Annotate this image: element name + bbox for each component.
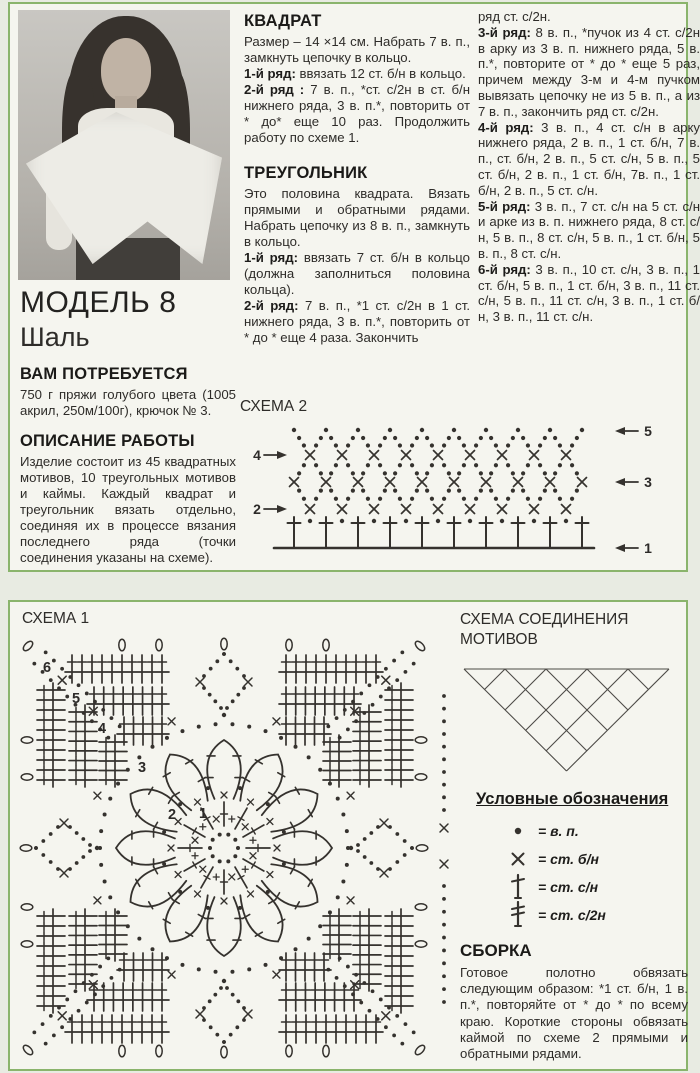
legend-item-sc: = ст. б/н: [506, 845, 688, 873]
square-heading: КВАДРАТ: [244, 12, 322, 30]
pattern-row: 1-й ряд: ввязать 12 ст. б/н в кольцо.: [244, 66, 466, 81]
left-column: [20, 286, 236, 566]
row-label: 1-й ряд:: [244, 66, 296, 81]
treble-crochet-bar-icon: [506, 901, 530, 929]
chain-dot-icon: [506, 817, 530, 845]
pattern-row: 1-й ряд: ввязать 7 ст. б/н в кольцо (должна заполниться половина кольца).: [244, 250, 470, 297]
schema1-label: СХЕМА 1: [22, 610, 90, 627]
pattern-row: 4-й ряд: 3 в. п., 4 ст. с/н в арку нижнего ряда, 2 в. п., 1 ст. б/н, 7 в. п., ст. б/н, 2 в. п., 5 ст. с/н, 5 в. п., 5 ст. б/н, 2 в. п., 1 ст. б/н, 7в. п., 1 ст. б/н, 2 в. п., 5 ст. с/н.: [478, 119, 700, 198]
join-schema-heading: СХЕМА СОЕДИНЕНИЯ МОТИВОВ: [460, 611, 629, 648]
svg-text:5: 5: [644, 423, 652, 439]
svg-text:4: 4: [97, 721, 107, 737]
model-photo: [18, 10, 230, 280]
charts-box: [8, 600, 688, 1071]
row-label: 1-й ряд:: [244, 250, 299, 265]
svg-text:2: 2: [253, 501, 261, 517]
requirements-heading: ВАМ ПОТРЕБУЕТСЯ: [20, 365, 188, 383]
assembly-heading: СБОРКА: [460, 941, 532, 960]
legend-item-dc: = ст. с/н: [506, 873, 688, 901]
row-label: 6-й ряд:: [478, 261, 531, 277]
svg-text:2: 2: [167, 807, 177, 823]
photo-face: [101, 38, 151, 102]
legend-item-tr: = ст. с/2н: [506, 901, 688, 929]
pattern-row: 6-й ряд: 3 в. п., 10 ст. с/н, 3 в. п., 1 ст. б/н, 5 в. п., 1 ст. б/н, 3 в. п., 11 ст. с/н, 5 в. п., 11 ст. с/н, 3 в. п., 1 ст. б/н, 3 в. п., 11 ст. с/н.: [478, 261, 700, 325]
row-label: 2-й ряд :: [244, 82, 305, 97]
triangle-intro: Это половина квадрата. Вязать прямыми и обратными рядами. Набрать цепочку из 8 в. п., замкнуть в кольцо.: [244, 186, 470, 249]
pattern-row: 2-й ряд: 7 в. п., *1 ст. с/2н в 1 ст. нижнего ряда, 3 в. п.*, повторить от * до * еще 4 раза. Закончить: [244, 298, 470, 345]
svg-text:3: 3: [644, 474, 652, 490]
row-label: 4-й ряд:: [478, 119, 534, 135]
pattern-row: 5-й ряд: 3 в. п., 7 ст. с/н на 5 ст. с/н и арке из в. п. нижнего ряда, 8 ст. с/н, 5 в. п., 8 ст. с/н, 5 в. п., 1 ст. б/н, 5 в. п., 8 ст. с/н.: [478, 198, 700, 261]
square-intro: Размер – 14 ×14 см. Набрать 7 в. п., замкнуть цепочку в кольцо.: [244, 34, 470, 65]
row-label: 3-й ряд:: [478, 24, 531, 40]
pattern-row: 3-й ряд: 8 в. п., *пучок из 4 ст. с/2н в арку из 3 в. п. нижнего ряда, 5 в. п.*, повторите от * до * еще 5 раз, причем между 3-м и 4-м пучком вывязать цепочку не из 5 в. п., а из 7 в. п., закончить ряд ст. с/2н.: [478, 24, 700, 119]
middle-column: [244, 12, 470, 346]
schema2-label: СХЕМА 2: [240, 398, 308, 415]
schema1-motif-chart: [12, 630, 464, 1066]
page-title: МОДЕЛЬ 8: [20, 286, 177, 319]
row-label: 5-й ряд:: [478, 198, 531, 214]
legend-item-chain: = в. п.: [506, 817, 688, 845]
bottom-right-column: [460, 610, 688, 1062]
description-text: Изделие состоит из 45 квадратных мотивов, 10 треугольных мотивов и каймы. Каждый квадрат и треугольник вязать отдельно, соединяя их в процессе вязания последнего ряда (точки соединения указаны на схеме).: [20, 454, 236, 565]
pattern-instructions-box: [8, 2, 700, 572]
requirements-text: 750 г пряжи голубого цвета (1005 акрил, 250м/100г), крючок № 3.: [20, 387, 236, 418]
svg-text:1: 1: [644, 540, 652, 556]
schema2-crochet-chart: [248, 410, 678, 562]
triangle-heading: ТРЕУГОЛЬНИК: [244, 164, 368, 182]
svg-text:3: 3: [137, 760, 147, 776]
description-heading: ОПИСАНИЕ РАБОТЫ: [20, 432, 195, 450]
single-crochet-cross-icon: [506, 845, 530, 873]
motif-join-diagram: [462, 664, 674, 776]
legend-heading: Условные обозначения: [476, 790, 669, 808]
page-subtitle: Шаль: [20, 322, 90, 352]
svg-text:4: 4: [253, 447, 261, 463]
double-crochet-bar-icon: [506, 873, 530, 901]
svg-text:6: 6: [42, 660, 52, 676]
assembly-text: Готовое полотно обвязать следующим образом: *1 ст. б/н, 1 в. п.*, повторяйте от * до * по всему краю. Короткие стороны обвязать каймой по схеме 2 прямыми и обратными рядами.: [460, 965, 688, 1062]
svg-text:1: 1: [198, 806, 208, 822]
svg-text:5: 5: [71, 691, 81, 707]
continuation-text: ряд ст. с/2н.: [478, 9, 551, 24]
right-column: [478, 9, 700, 325]
pattern-row: 2-й ряд : 7 в. п., *ст. с/2н в ст. б/н нижнего ряда, 3 в. п.*, повторить от * до* еще 10 раз. Продолжить работу по схеме 1.: [244, 82, 470, 145]
row-label: 2-й ряд:: [244, 298, 299, 313]
